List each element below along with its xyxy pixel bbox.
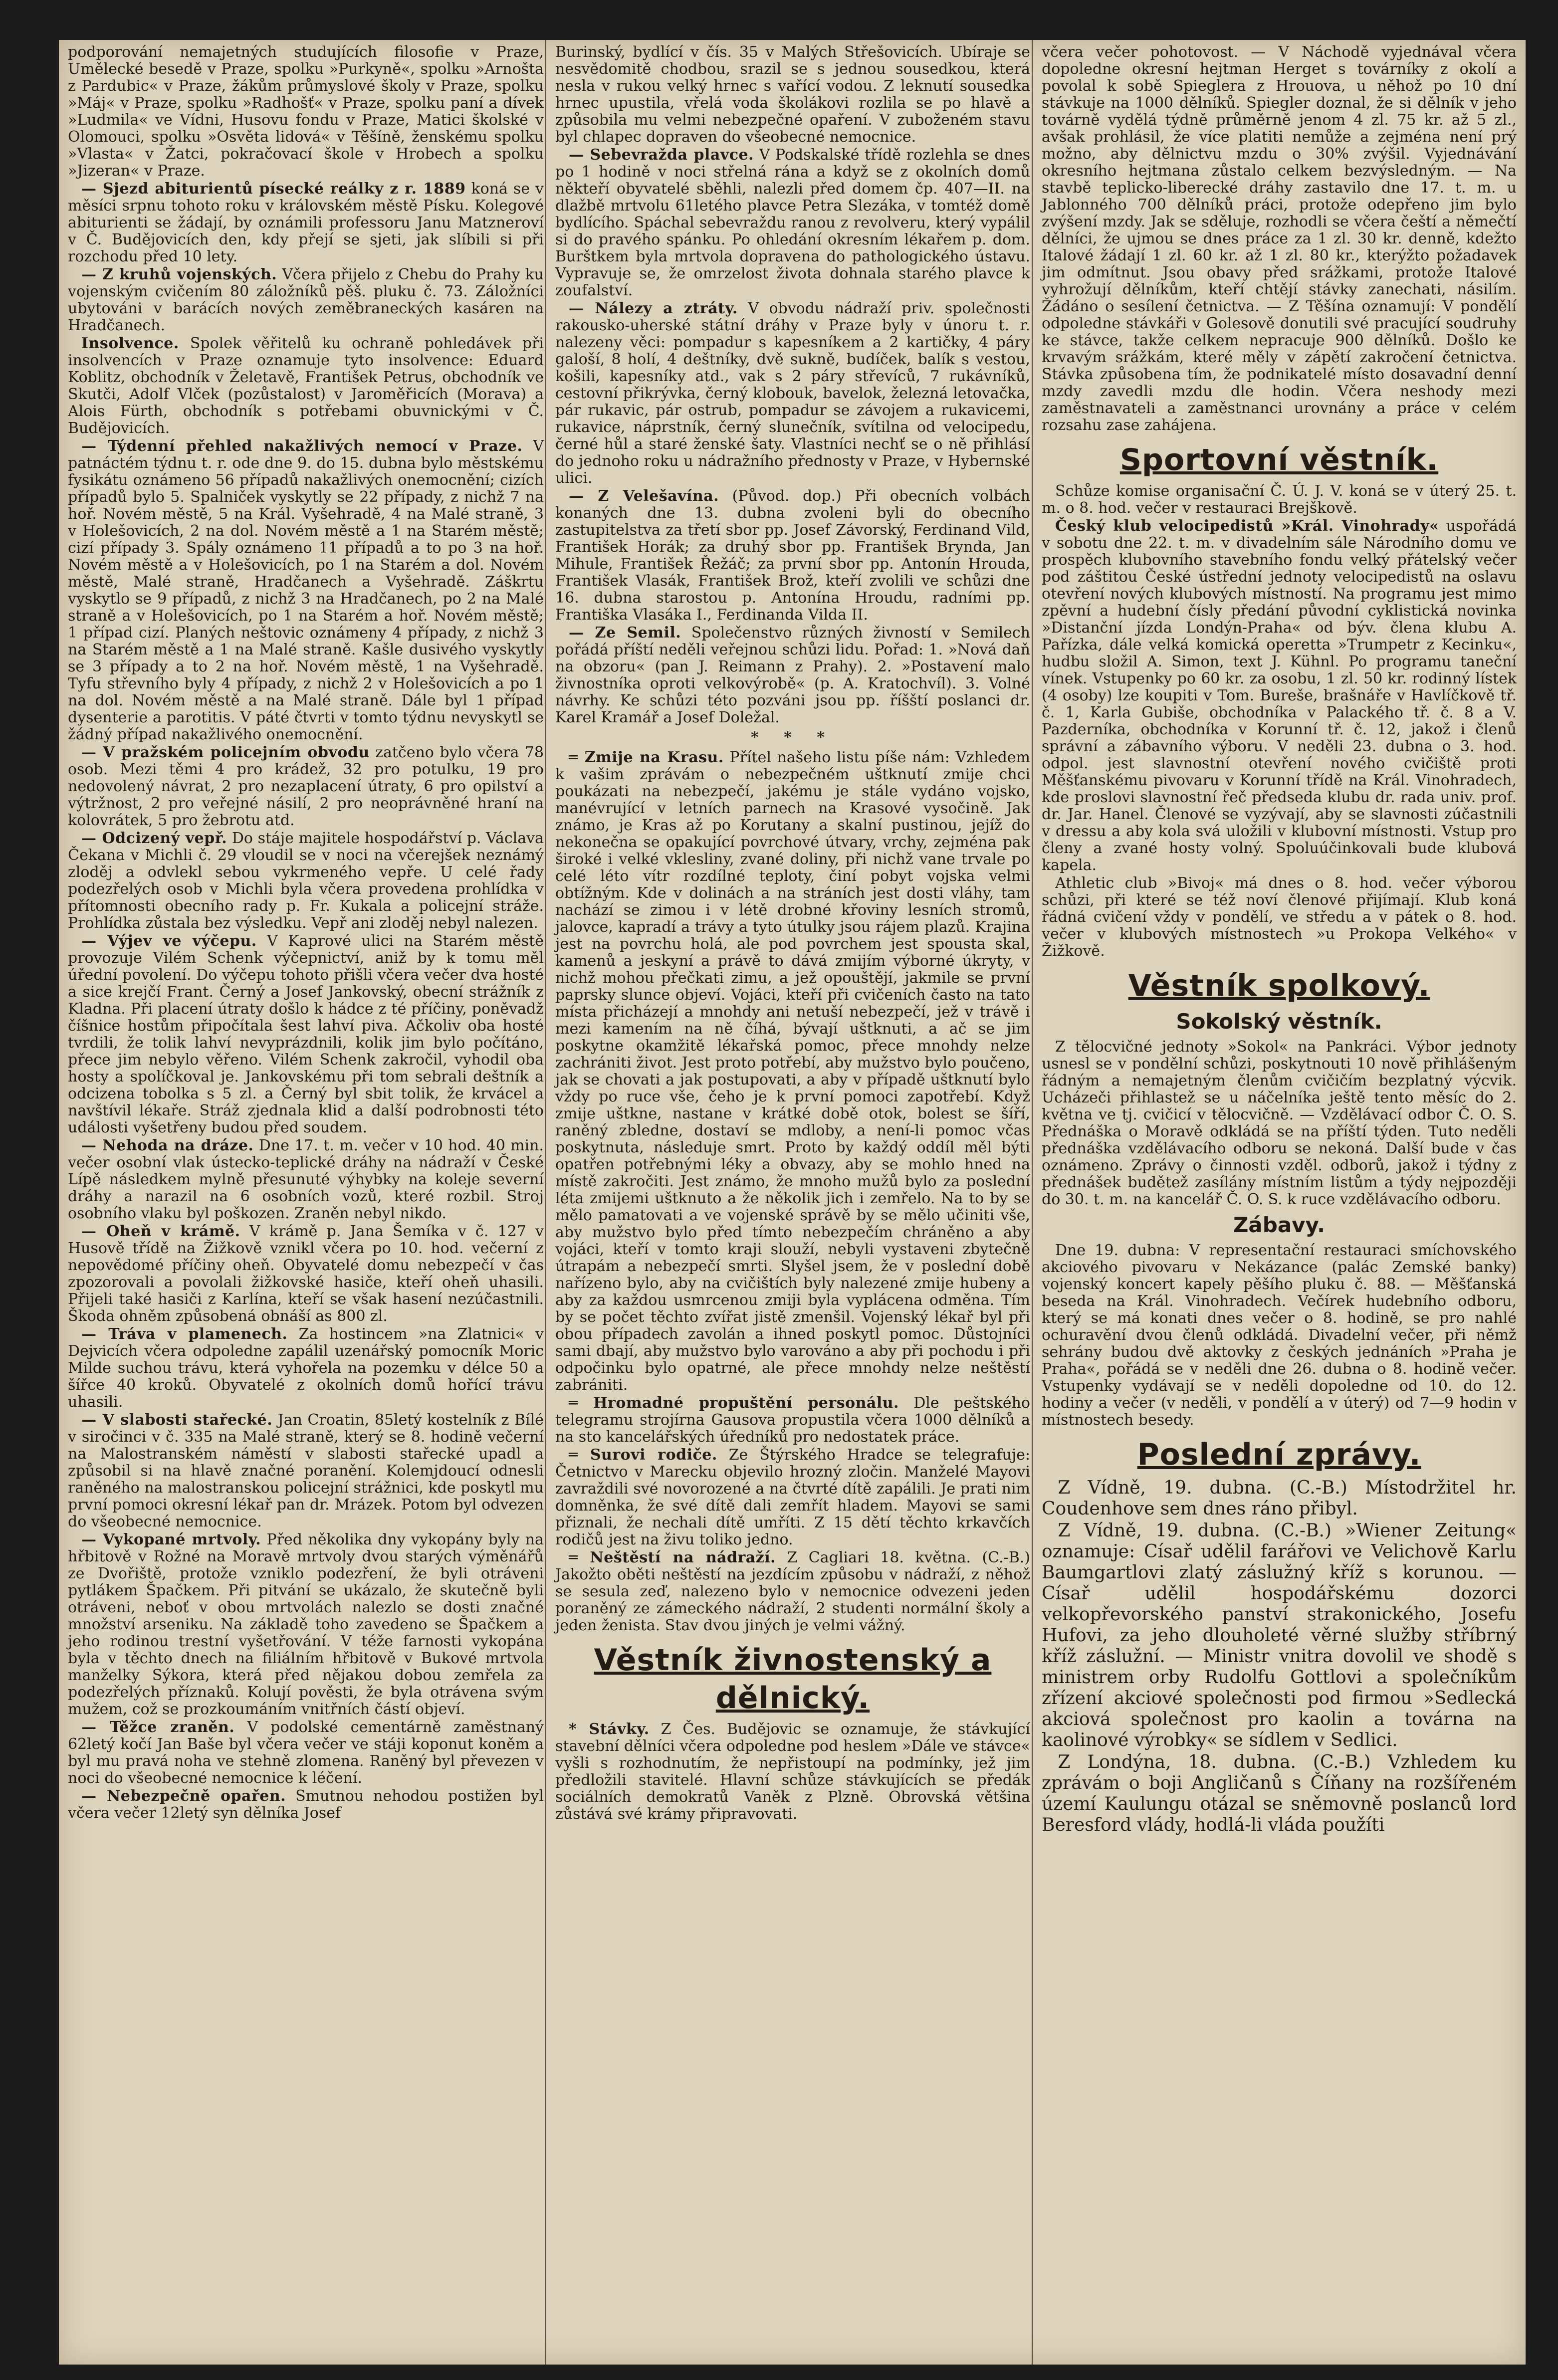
headline: — Výjev ve výčepu. <box>81 932 257 950</box>
article-body: V podolské cementárně zaměstnaný 62letý kočí Jan Baše byl včera večer ve stáji koponut koněm a byl mu pravá noha ve stehně zlomena. Raněný byl převezen v noci do všeobecné nemocnice k léčení. <box>68 1719 544 1787</box>
article-vepr <box>68 830 544 932</box>
headline: ═ Hromadné propuštění personálu. <box>569 1394 899 1412</box>
article-sport-velocipedisti <box>1042 518 1517 874</box>
article-body: Za hostincem »na Zlatnici« v Dejvicích včera odpoledne zapálil uzenářský pomocník Moric Milde suchou trávu, která vyhořela na pozemku v délce 50 a šířce 40 kroků. Obyvatelé z okolních domů hořící trávu uhasili. <box>68 1325 544 1411</box>
article-body: Spolek věřitelů ku ochraně pohledávek při insolvencích v Praze oznamuje tyto insolvence: Eduard Koblitz, obchodník v Želetavě, František Petrus, obchodník ve Skutči, Adolf Vlček (pozůstalost) v Jaroměřicích (Morava) a Alois Fürth, obchodník s potřebami obuvnickými v Č. Budějovicích. <box>68 335 544 437</box>
article-continuation: včera večer pohotovost. — V Náchodě vyjednával včera dopoledne okresní hejtman Herget s továrníky z okolí a povolal k sobě Spieglera z Hrouova, u něhož po 10 dní stávkuje na 1000 dělníků. Spiegler doznal, že si dělník v jeho továrně vydělá týdně průměrně jenom 4 zl. 75 kr. až 5 zl., avšak prohlásil, že více platiti nemůže a zejména není prý možno, aby dělnictvu mzdu o 30% zvýšil. Vyjednávání okresního hejtmana zůstalo celkem bezvýsledným. — Na stavbě teplicko-liberecké dráhy zastavilo dne 17. t. m. u Jablonného 700 dělníků práci, protože odepřeno jim bylo zvýšení mzdy. Jak se sděluje, rozhodli se včera čeští a němečtí dělníci, že ujmou se dnes práce za 1 zl. 30 kr. denně, kdežto Italové žádají 1 zl. 60 kr. až 1 zl. 80 kr., kterýžto požadavek jim odmítnut. Jsou obavy před srážkami, protože Italové vyhrožují dělníkům, kteří chtějí stávky zanechati, násilím. Žádáno o sesílení četnictva. — Z Těšína oznamují: V pondělí odpoledne stávkáři v Golesově donutili své pracující soudruhy ke stávce, takže celkem nepracuje 900 dělníků. Došlo ke krvavým srážkám, které měly v zápětí zakročení četnictva. Stávka způsobena tím, že podnikatelé místo dosavadní denní mzdy zavedli mzdu dle hodin. Včera neshody mezi zaměstnavateli a zaměstnanci urovnány a práce v celém rozsahu zase zahájena. <box>1042 43 1517 434</box>
headline: — V pražském policejním obvodu <box>81 744 370 761</box>
article-vieden-2: Z Vídně, 19. dubna. (C.-B.) »Wiener Zeitung« oznamuje: Císař udělil farářovi ve Velichově Karlu Baumgartlovi zlatý záslužný kříž s korunou. — Císař udělil hospodářskému dozorci velkopřevorského panství strakonického, Josefu Hufovi, za jeho dlouholeté věrné služby stříbrný kříž záslužní. — Ministr vnitra dovolil ve shodě s ministrem orby Rudolfu Gottlovi a společníkům zřízení akciové společnosti pod firmou »Sedlecká akciová společnost pro kaolin a továrna na kaolinové výrobky« se sídlem v Sedlici. <box>1042 1520 1517 1750</box>
headline: ═ Surovi rodiče. <box>569 1446 717 1464</box>
headline: — Z kruhů vojenských. <box>81 266 277 283</box>
article-zmije <box>555 749 1030 1394</box>
article-trava <box>68 1326 544 1411</box>
article-sport-komise: Schůze komise organisační Č. Ú. J. V. koná se v úterý 25. t. m. o 8. hod. večer v restauraci Brejškově. <box>1042 482 1517 517</box>
headline: — Sebevražda plavce. <box>569 146 754 164</box>
article-rodice <box>555 1447 1030 1548</box>
article-body: Před několika dny vykopány byly na hřbitově v Rožné na Moravě mrtvoly dvou starých výměnářů ze Dvořiště, protože vzniklo podezření, že byli otráveni pytlákem Špačkem. Při pitvání se ukázalo, že skutečně byli otráveni, neboť v obou mrtvolách nalezlo se dosti značné množství arseniku. Na základě toho zavedeno se Špačkem a jeho rodinou trestní vyšetřování. V téže farnosti vykopána byla v těchto dnech na filiálním hřbitově v Bukové mrtvola manželky Sýkora, která před nějakou dobou zemřela za podezřelých příznaků. Kolují pověsti, že byla otrávena svým mužem, což se prozkoumáním vnitřních částí objeví. <box>68 1531 544 1718</box>
headline: ═ Zmije na Krasu. <box>569 749 724 766</box>
article-propusteni <box>555 1395 1030 1446</box>
headline: * Stávky. <box>569 1721 650 1738</box>
article-body: V obvodu nádraží priv. společnosti rakousko-uherské státní dráhy v Praze byly v únoru t. r. nalezeny věci: pompadur s kapesníkem a 2 kartičky, 4 páry galoší, 8 holí, 4 deštníky, dvě sukně, budíček, balík s vestou, košili, kapesníky atd., vak s 2 páry střevíců, 7 rukávníků, cestovní přikrývka, černý klobouk, bavelok, železná letovačka, pár rukavic, pár ostrub, pompadur se závojem a rukavicemi, rukavice, náprstník, černý slunečník, svítilna od velocipedu, černé hůl a staré ženské šaty. Vlastníci nechť se o ně přihlásí do jednoho roku u nádražního přednosty v Praze, v Hybernské ulici. <box>555 300 1031 487</box>
article-continuation: Burinský, bydlící v čís. 35 v Malých Střešovicích. Ubíraje se nesvědomitě chodbou, srazil se s jednou sousedkou, která nesla v rukou velký hrnec s vařící vodou. Z leknutí sousedka hrnec upustila, vřelá voda školákovi rozlila se po hlavě a způsobila mu velmi nebezpečné opaření. V zuboženém stavu byl chlapec dopraven do všeobecné nemocnice. <box>555 43 1030 146</box>
article-sport-bivoj: Athletic club »Bivoj« má dnes o 8. hod. večer výborou schůzi, při které se též noví členové přijímají. Klub koná řádná cvičení vždy v pondělí, ve středu a v pátek o 8. hod. večer v klubových místnostech »u Prokopa Velkého« v Žižkově. <box>1042 874 1517 960</box>
headline: — Ze Semil. <box>569 624 681 642</box>
article-nalezy <box>555 300 1030 487</box>
headline: ═ Neštěstí na nádraží. <box>569 1549 776 1566</box>
article-body: (Původ. dop.) Při obecních volbách konaných dne 13. dubna zvoleni byli do obecního zastupitelstva za třetí sbor pp. Josef Závorský, Ferdinand Vild, František Horák; za druhý sbor pp. František Brynda, Jan Mihule, František Řežáč; za první sbor pp. Antonín Hrouda, František Vlasák, František Brož, kteří zvolili ve schůzi dne 16. dubna starostou p. Antonína Hroudu, radními pp. Františka Vlasáka I., Ferdinanda Vilda II. <box>555 487 1030 624</box>
article-zabavy: Dne 19. dubna: V representační restauraci smíchovského akciového pivovaru v Nekázance (palác Zemské banky) vojenský koncert kapely pěšího pluku č. 88. — Měšťanská beseda na Král. Vinohradech. Večírek hudebního odboru, který se má konati dnes večer o 8. hodině, se pro nahlé ochuravění dvou členů odkládá. Divadelní večer, při němž sehrány budou dvě aktovky z českých jednáních »Praha je Praha«, pořádá se v neděli dne 26. dubna o 8. hodině večer. Vstupenky vydávají se v neděli dopoledne od 10. do 12. hodiny a večer (v neděli, v pondělí a v úterý) od 7—9 hodin v místnostech besedy. <box>1042 1242 1517 1429</box>
article-vycep <box>68 933 544 1136</box>
headline: — Z Velešavína. <box>569 487 719 505</box>
article-insolvence <box>68 335 544 437</box>
headline: — Nehoda na dráze. <box>81 1137 254 1154</box>
article-vieden-1: Z Vídně, 19. dubna. (C.-B.) Místodržitel hr. Coudenhove sem dnes ráno přibyl. <box>1042 1478 1517 1519</box>
article-oparen <box>68 1788 544 1822</box>
newspaper-page <box>59 40 1526 2365</box>
headline: — Odcizený vepř. <box>81 830 227 847</box>
article-semily <box>555 625 1030 726</box>
headline: — V slabosti stařecké. <box>81 1411 273 1429</box>
article-body: V patnáctém týdnu t. r. ode dne 9. do 15. dubna bylo městskému fysikátu oznámeno 56 případů nakažlivých onemocnění; cizích případů bylo 5. Spalniček vyskytly se 22 případy, z nichž 7 na hoř. Novém městě, 5 na Král. Vyšehradě, 4 na Malé straně, 3 v Holešovicích, 2 na dol. Novém městě a 1 na Starém městě; cizí případy 3. Spály oznámeno 11 případů a to po 3 na hoř. Novém městě a v Holešovicích, po 1 na Starém a dol. Novém městě, Malé straně, Hradčanech a Vyšehradě. Záškrtu vyskytlo se 9 případů, z nichž 3 na Hradčanech, po 2 na Malé straně a v Holešovicích, po 1 na Starém a hoř. Novém městě; 1 případ cizí. Planých neštovic oznámeny 4 případy, z nichž 3 na Starém městě a 1 na Malé straně. Kašle dusivého vyskytly se 3 případy a to 2 na hoř. Novém městě, 1 na Vyšehradě. Tyfu střevního byly 4 případy, z nichž 2 v Holešovicích a po 1 na dol. Novém městě a na Malé straně. Dále byl 1 případ dysenterie a parotitis. V páté čtvrti v tomto týdnu nevyskytl se žádný případ nakažlivého onemocnění. <box>68 437 544 743</box>
subsection-title-zabavy: Zábavy. <box>1233 1213 1326 1237</box>
article-nadrazi <box>555 1549 1030 1634</box>
article-starec <box>68 1412 544 1530</box>
article-body: uspořádá v sobotu dne 22. t. m. v divadelním sále Národního domu ve prospěch klubovního stavebního fondu velký přátelský večer pod záštitou České ústřední jednoty velocipedistů na oslavu otevření nových klubových místností. Na programu jest mimo zpěvní a hudební čísly předání původní cyklistická novinka »Distanční jízda Londýn-Praha« od býv. člena klubu A. Pařízka, dále velká komická operetta »Trumpetr z Kecinku«, hudbu složil A. Simon, text J. Kühnl. Po programu taneční vínek. Vstupenky po 60 kr. za osobu, 1 zl. 50 kr. rodinný lístek (4 osoby) lze koupiti v Tom. Bureše, brašnáře v Havlíčkově tř. č. 1, Karla Gubiše, obchodníka v Palackého tř. č. 8 a V. Pazderníka, obchodníka v Korunní tř. č. 12, jakož i členů správní a zábavního výboru. V neděli 23. dubna o 3. hod. odpol. jest slavnostní otevření nového cvičiště proti Měšťanskému pivovaru v Korunní třídě na Král. Vinohradech, kde proslovi slavnostní řeč předseda klubu dr. rada univ. prof. dr. Jar. Hanel. Členové se vyzývají, aby se slavnosti zúčastnili v dressu a aby kola svá uložili v klubovní místnosti. Vstup pro členy a zvané hosty volný. Spoluúčinkovali bude klubová kapela. <box>1042 517 1517 874</box>
article-policie <box>68 744 544 829</box>
headline: Insolvence. <box>81 335 179 352</box>
headline: — Oheň v krámě. <box>81 1223 240 1240</box>
article-mrtvoly <box>68 1531 544 1718</box>
article-body: Do stáje majitele hospodářství p. Václava Čekana v Michli č. 29 vloudil se v noci na včerejšek neznámý zloděj a odvlekl sebou vykrmeného vepře. U celé řady podezřelých osob v Michli byla včera provedena prohlídka v přítomnosti obecního rady p. Fr. Kukala a policejní stráže. Prohlídka zůstala bez výsledku. Vepř ani zloděj nebyl nalezen. <box>68 830 544 932</box>
column-3 <box>1032 40 1526 2365</box>
section-title-sport: Sportovní věstník. <box>1119 442 1439 477</box>
article-body: Dne 17. t. m. večer v 10 hod. 40 min. večer osobní vlak ústecko-teplické dráhy na nádraží v České Lípě následkem mylně přesunuté výhybky na koleje severní dráhy a narazil na 6 osobních vozů, které rozbil. Stroj osobního vlaku byl poškozen. Zraněn nebyl nikdo. <box>68 1137 544 1222</box>
article-body: Jan Croatin, 85letý kostelník z Bílé v siročinci v č. 335 na Malé straně, který se 8. hodině večerní na Malostranském náměstí v slabosti stařecké upadl a způsobil si na hlavě značné poranění. Kolemjdoucí odnesli raněného na malostranskou policejní strážnici, kde poskytl mu první pomoci okresní lékař pan dr. Mrázek. Potom byl odvezen do všeobecné nemocnice. <box>68 1411 544 1530</box>
headline: — Tráva v plamenech. <box>81 1325 288 1343</box>
article-body: Společenstvo různých živností v Semilech pořádá příští neděli veřejnou schůzi lidu. Pořad: 1. »Nová daň na obzoru« (pan J. Reimann z Prahy). 2. »Postavení malo živnostníka oproti velkovýrobě« (p. A. Kratochvíl). 3. Volné návrhy. Ke schůzi této pozváni jsou pp. říšští poslanci dr. Karel Kramář a Josef Doležal. <box>555 624 1030 726</box>
section-stars: * * * <box>751 729 835 746</box>
article-vojenske <box>68 266 544 334</box>
article-velesavin <box>555 488 1030 624</box>
headline: — Sjezd abiturientů písecké reálky z r. 1889 <box>81 180 466 198</box>
headline: — Nálezy a ztráty. <box>569 300 738 317</box>
article-london: Z Londýna, 18. dubna. (C.-B.) Vzhledem ku zprávám o boji Angličanů s Číňany na rozšířeném území Kaulungu otázal se sněmovně poslanců lord Beresford vlády, hodlá-li vláda použíti <box>1042 1752 1517 1835</box>
headline: Český klub velocipedistů »Král. Vinohrady« <box>1055 517 1439 535</box>
article-body: zatčeno bylo včera 78 osob. Mezi těmi 4 pro krádež, 32 pro potulku, 19 pro nedovolený návrat, 2 pro nezaplacení útraty, 6 pro opilství a výtržnost, 2 pro veřejné násilí, 2 pro neoprávněné hraní na kolovrátek, 5 pro žebrotu atd. <box>68 744 544 829</box>
subsection-title-sokol: Sokolský věstník. <box>1176 1009 1382 1034</box>
column-2 <box>545 40 1039 2365</box>
article-body: Dle peštského telegramu strojírna Gausova propustila včera 1000 dělníků a na sto kancelářských úředníků pro nedostatek práce. <box>555 1394 1030 1446</box>
headline: — Vykopané mrtvoly. <box>81 1531 261 1548</box>
column-1 <box>59 40 553 2365</box>
article-zranen <box>68 1719 544 1787</box>
section-title-zivnostensky: Věstník živnostenský a dělnický. <box>594 1643 992 1716</box>
article-body: Z Čes. Budějovic se oznamuje, že stávkující stavební dělníci včera odpoledne pod heslem »Dále ve stávce« vyšli s rozhodnutím, že nepřistoupí na podmínky, jež jim předložili stavitelé. Hlavní schůze stávkujících se předák sociálních demokratů Vaněk z Plzně. Obrovská většina zůstává své krámy připravovati. <box>555 1721 1030 1823</box>
headline: — Těžce zraněn. <box>81 1719 235 1736</box>
section-title-posledni: Poslední zprávy. <box>1137 1437 1421 1472</box>
article-body: Smutnou nehodou postižen byl včera večer 12letý syn dělníka Josef <box>68 1787 544 1822</box>
article-body: Ze Štýrského Hradce se telegrafuje: Četnictvo v Marecku objevilo hrozný zločin. Manželé Mayovi zavraždili své novorozené a na čtvrté dítě zapálili. Je prati nim domněnka, že své dítě dali zemřít hladem. Mayovi se sami přiznali, že nechali dítě umříti. Z 15 dětí těchto krkavčích rodičů jest na živu toliko jedno. <box>555 1446 1030 1548</box>
article-body: Z Cagliari 18. května. (C.-B.) Jakožto oběti neštěstí na jezdícím způsobu v nádraží, z něhož se sesula zeď, nalezeno bylo v nemocnice odvezeni jeden poraněný ze zámeckého nádraží, 2 studenti normální školy a jeden ženista. Stav dvou jiných je velmi vážný. <box>555 1549 1031 1634</box>
article-sebevrazda <box>555 147 1030 299</box>
article-body: V Kaprové ulici na Starém městě provozuje Vilém Schenk výčepnictví, aniž by k tomu měl úřední povolení. Do výčepu tohoto přišli včera večer dva hosté a sice krejčí Frant. Černý a Josef Jankovský, obecní strážník z Kladna. Při placení útraty došlo k hádce z té příčiny, poněvadž číšnice hostům připočítala šest lahví piva. Ačkoliv oba hosté tvrdili, že tolik lahví nevyprázdnili, kolik jim bylo počítáno, přece jim nebylo věřeno. Vilém Schenk zakročil, vyhodil oba hosty a spolíčkoval je. Jankovskému při tom sebrali deštník a odcizena tobolka s 5 zl. a Černý byl sbit tolik, že krvácel a navštívil lékaře. Stráž zjednala klid a další podrobnosti této události vyšetřeny budou před soudem. <box>68 932 544 1136</box>
article-ohen <box>68 1223 544 1325</box>
article-continuation: podporování nemajetných studujících filosofie v Praze, Umělecké besedě v Praze, spolku »Purkyně«, spolku »Arnošta z Pardubic« v Praze, žákům průmyslové školy v Praze, spolku »Máj« v Praze, spolku »Radhošť« v Praze, spolku paní a dívek »Ludmila« ve Vídni, Husovu fondu v Praze, Matici školské v Olomouci, spolku »Osvěta lidová« v Těšíně, ženskému spolku »Vlasta« v Žatci, pokračovací škole v Hrobech a spolku »Jizeran« v Praze. <box>68 43 544 180</box>
article-sokol: Z tělocvičné jednoty »Sokol« na Pankráci. Výbor jednoty usnesl se v pondělní schůzi, poskytnouti 10 nově přihlášeným řádným a nemajetným členům cvičičím bezplatný výcvik. Ucházeči přihlastež se u náčelníka ještě tento měsíc do 2. května ve tj. cvičicí v tělocvičně. — Vzdělávací odbor Č. O. S. Přednáška o Moravě odkládá se na příští týden. Tuto neděli přednáška vzdělávacího odboru se nekoná. Další bude v čas oznámeno. Zprávy o činnosti vzděl. odborů, jakož i týdny z přednášek budětež zasílány místním listům a týdy nejpozději do 30. t. m. na kancelář Č. O. S. k ruce vzdělávacího odboru. <box>1042 1038 1517 1208</box>
article-body: Včera přijelo z Chebu do Prahy ku vojenským cvičením 80 záložníků pěš. pluku č. 73. Záložníci ubytováni v barácích nových zeměbraneckých kasáren na Hradčanech. <box>68 266 544 334</box>
article-body: Přítel našeho listu píše nám: Vzhledem k vašim zprávám o nebezpečném uštknutí zmije chci poukázati na nebezpečí, jakému je stále vydáno vojsko, manévrující v letních parnech na Krasové vysočině. Jak známo, je Kras až po Korutany a skalní pustinou, jejíž do nekonečna se opakující povrchové útvary, vrchy, zejména pak široké i velké vklesliny, zvané doliny, při nichž vane trvale po celé léto vítr rozdílné teploty, činí pobyt vojska velmi obtížným. Kde v dolinách a na stráních jest dosti vláhy, tam nachází se zimou i v létě drobné křoviny lesních stromů, jalovce, kapradí a trávy a tyto útulky jsou rájem plazů. Krajina jest na povrchu holá, ale pod povrchem jest spousta skal, kamenů a jeskyní a právě to dává zmijím výborné úkryty, v nichž mohou přečkati zimu, a jež opouštějí, jakmile se první paprsky slunce objeví. Vojáci, kteří při cvičeních často na tato místa přicházejí a mnohdy ani netuší nebezpečí, jež v trávě i mezi kamením na ně číhá, bývají uštknuti, a ač se jim poskytne okamžitě lékařská pomoc, přece mnohdy nelze zachrániti život. Jest proto potřebí, aby mužstvo bylo poučeno, jak se chovati a jak postupovati, a aby v případě uštknutí bylo vždy po ruce vše, čeho je k první pomoci zapotřebí. Když zmije uštkne, nastane v krátké době otok, bolest se šíří, raněný zbledne, dostaví se mdloby, a není-li pomoc včas poskytnuta, následuje smrt. Proto by každý oddíl měl býti opatřen potřebnými léky a obvazy, aby se mohlo hned na místě zakročiti. Jest známo, že mnoho mužů bylo za poslední léta zmijemi uštknuto a že několik jich i zemřelo. Na to by se mělo pamatovati a ve vojenské správě by se mělo učiniti vše, aby mužstvo bylo před tímto nebezpečím chráněno a aby vojáci, kteří v tomto kraji slouží, nebyli vystaveni zbytečně útrapám a nebezpečí smrti. Slyšel jsem, že v poslední době nařízeno bylo, aby na cvičištích byly nalezené zmije hubeny a aby za každou usmrcenou zmiji byla vyplácena odměna. Tím by se počet těchto zvířat jistě zmenšil. Vojenský lékař byl při obou případech zavolán a ihned poskytl pomoc. Důstojníci sami dbají, aby mužstvo bylo varováno a aby při pochodu i při odpočinku bylo opatrné, ale přece mnohdy nelze neštěstí zabrániti. <box>555 749 1030 1394</box>
section-title-spolkovy: Věstník spolkový. <box>1128 968 1430 1003</box>
headline: — Týdenní přehled nakažlivých nemocí v Praze. <box>81 437 523 455</box>
article-abiturienti <box>68 181 544 265</box>
article-draha <box>68 1137 544 1222</box>
article-nemoci <box>68 438 544 743</box>
headline: — Nebezpečně opařen. <box>81 1787 286 1805</box>
article-stavky <box>555 1721 1030 1823</box>
article-body: V Podskalské třídě rozlehla se dnes po 1 hodině v noci střelná rána a když se z okolních domů někteří obyvatelé sběhli, nalezli před domem čp. 407—II. na dlažbě mrtvolu 61letého plavce Petra Slezáka, v tomtéž domě bydlícího. Spáchal sebevraždu ranou z revolveru, který vypálil si do pravého spánku. Po ohledání okresním lékařem p. dom. Burštkem byla mrtvola dopravena do pathologického ústavu. Vypravuje se, že omrzelost života dohnala starého plavce k zoufalství. <box>555 146 1030 299</box>
article-body: V krámě p. Jana Šemíka v č. 127 v Husově třídě na Žižkově vznikl včera po 10. hod. večerní z nepovědomé příčiny oheň. Obyvatelé domu nebezpečí v čas zpozorovali a povolali žižkovské hasiče, kteří oheň uhasili. Přijeli také hasiči z Karlína, kteří se však hasení nezúčastnili. Škoda ohněm způsobená obnáší as 800 zl. <box>68 1223 544 1325</box>
article-body: koná se v měsíci srpnu tohoto roku v královském městě Písku. Kolegové abiturienti se žádají, by oznámili professoru Janu Matzneroví v Č. Budějovicích den, kdy přejí se sjeti, jak slíbili si při rozchodu před 10 lety. <box>68 180 544 265</box>
